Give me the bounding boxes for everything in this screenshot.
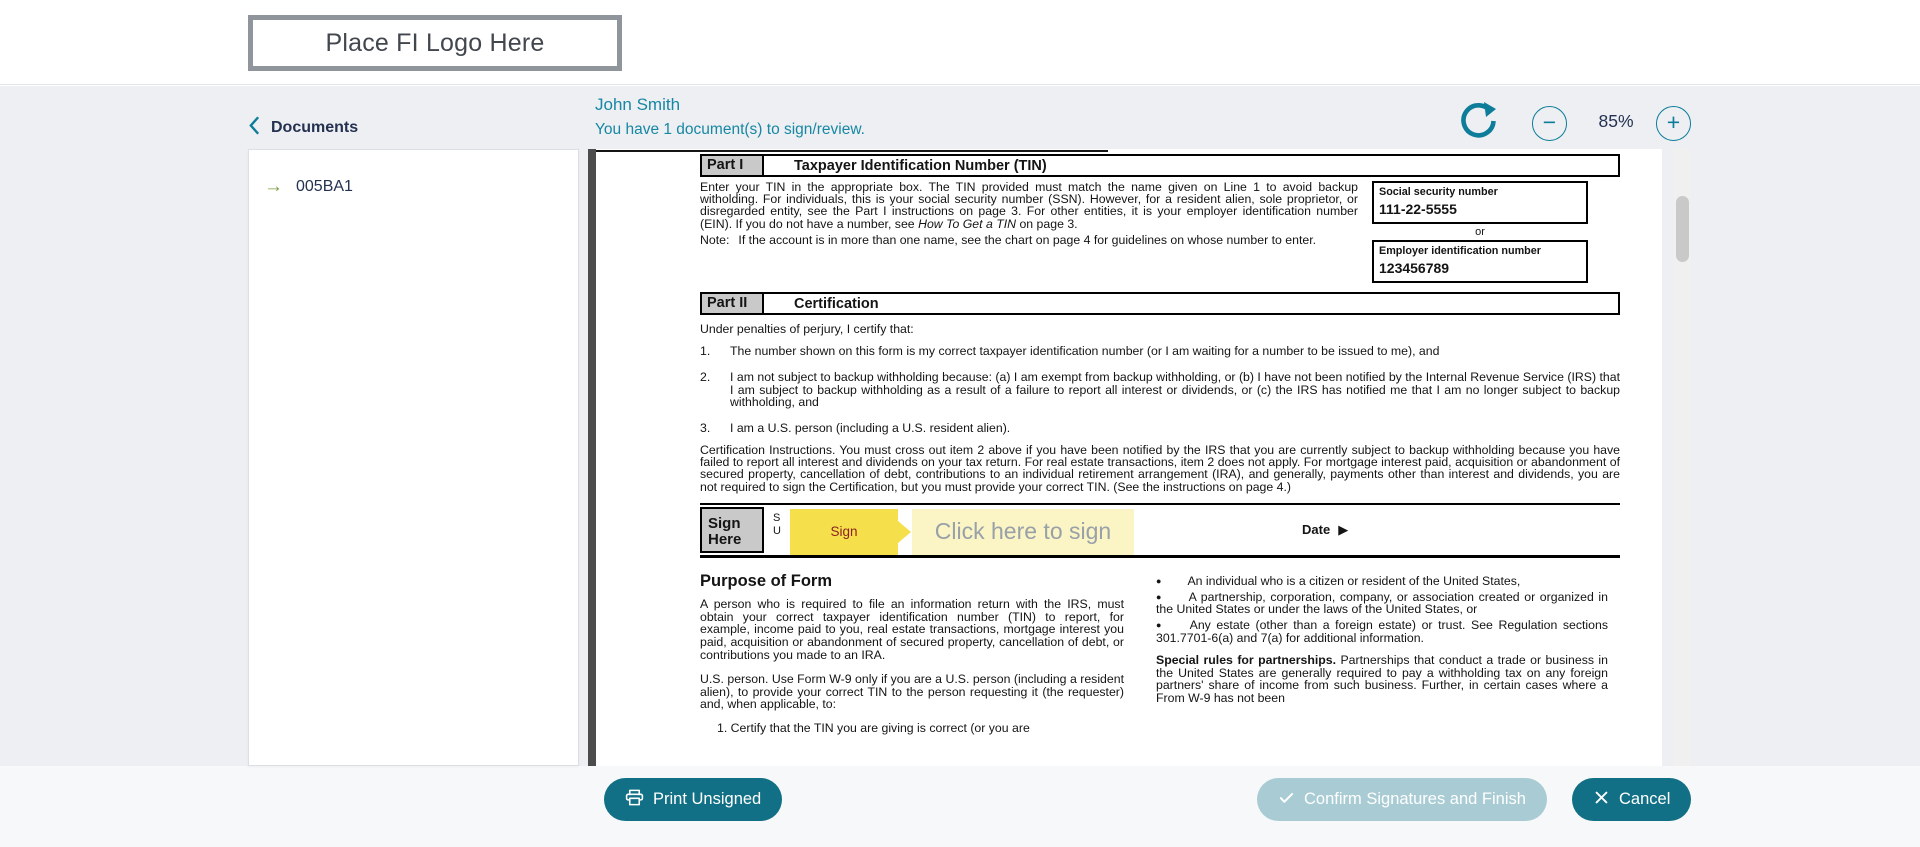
w9-form xyxy=(700,152,1620,735)
sign-here-line2: Here xyxy=(708,530,742,548)
print-unsigned-button[interactable] xyxy=(604,778,782,821)
bullet-item xyxy=(1156,619,1608,645)
document-list-item[interactable] xyxy=(249,150,578,196)
bullet-icon: ● xyxy=(1156,575,1162,586)
purpose-section xyxy=(700,571,1620,735)
ssn-box xyxy=(1372,181,1588,224)
item-number: 2. xyxy=(700,369,711,384)
purpose-para2: U.S. person. Use Form W-9 only if you are a U.S. person (including a resident alien), to provide your correct TIN to the person requesting it (the requester) and, when applicable, to: xyxy=(700,671,1124,712)
purpose-list-item: 1. Certify that the TIN you are giving is correct (or you are xyxy=(717,721,1030,736)
purpose-right-column xyxy=(1156,571,1608,735)
special-rules-lead: Special rules for partnerships. xyxy=(1156,652,1337,667)
certification-item xyxy=(700,371,1620,409)
logo-text: Place FI Logo Here xyxy=(325,28,545,57)
zoom-level: 85% xyxy=(1598,111,1634,131)
bullet-item xyxy=(1156,591,1608,617)
certification-instructions: Certification Instructions. You must cross out item 2 above if you have been notified by the IRS that you are currently subject to backup withholding because you have failed to report all interest and dividends on your tax return. For real estate transactions, item 2 does not apply. For mortgage interest paid, acquisition or abandonment of secured property, cancellation of debt, contributions to an individual retirement arrangement (IRA), and generally, payments other than interest and dividends, you are not required to sign the Certification, but you must provide your correct TIN. (See the instructions on page 4.) xyxy=(700,442,1620,494)
clipped-text: U xyxy=(773,524,781,537)
note-label: Note: xyxy=(700,232,730,247)
bullet-text: Any estate (other than a foreign estate) or trust. See Regulation sections 301.7701-6(a) and 7(a) for additional information. xyxy=(1156,618,1608,645)
right-triangle-icon: ▶ xyxy=(1338,521,1349,537)
viewer-scrollbar[interactable] xyxy=(1674,149,1691,766)
close-icon xyxy=(1593,789,1610,811)
part2-title: Certification xyxy=(794,295,879,312)
cancel-button[interactable] xyxy=(1572,778,1691,821)
certification-item xyxy=(700,422,1620,435)
bullet-icon: ● xyxy=(1156,620,1164,631)
signature-label-clipped xyxy=(773,512,781,538)
ein-label: Employer identification number xyxy=(1379,245,1541,257)
documents-list-panel xyxy=(248,149,579,766)
refresh-icon xyxy=(1458,127,1498,142)
ein-box xyxy=(1372,240,1588,283)
document-viewer xyxy=(588,149,1692,766)
document-id: 005BA1 xyxy=(296,177,353,195)
sign-here-label xyxy=(700,507,764,553)
zoom-out-button[interactable] xyxy=(1532,106,1567,141)
print-button-label: Print Unsigned xyxy=(653,790,762,808)
sign-here-line1: Sign xyxy=(708,514,741,532)
bullet-icon: ● xyxy=(1156,591,1163,602)
purpose-left-column xyxy=(700,571,1124,735)
check-icon xyxy=(1278,789,1295,811)
right-arrow-icon: → xyxy=(264,176,283,197)
certification-intro: Under penalties of perjury, I certify that: xyxy=(700,322,914,336)
fi-logo-placeholder xyxy=(248,15,622,71)
chevron-left-icon xyxy=(249,115,260,141)
purpose-title: Purpose of Form xyxy=(700,571,833,590)
part1-body-italic: How To Get a TIN xyxy=(918,216,1017,231)
sign-here-row xyxy=(700,503,1620,558)
confirm-button-label: Confirm Signatures and Finish xyxy=(1304,790,1526,808)
date-label: Date xyxy=(1302,522,1331,538)
item-number: 3. xyxy=(700,421,711,436)
document-page xyxy=(596,149,1662,766)
note-text: If the account is in more than one name, see the chart on page 4 for guidelines on whose number to enter. xyxy=(738,232,1317,247)
sign-tab-button[interactable]: Sign xyxy=(790,509,898,555)
clipped-text: S xyxy=(773,511,781,524)
minus-icon: − xyxy=(1542,109,1557,135)
signature-field[interactable]: Click here to sign xyxy=(912,509,1134,555)
user-name: John Smith xyxy=(595,95,681,114)
ssn-label: Social security number xyxy=(1379,186,1498,198)
part1-label: Part I xyxy=(700,154,764,177)
special-rules-text: Partnerships that conduct a trade or business in the United States are generally required to pay a withholding tax on any foreign partners' share of income from such business. Further, in certain cases where a From W-9 has not been xyxy=(1156,652,1609,706)
top-header-bar xyxy=(0,0,1920,85)
tin-boxes-column xyxy=(1372,181,1588,283)
refresh-button[interactable] xyxy=(1458,99,1498,139)
plus-icon: + xyxy=(1666,109,1681,135)
date-field-label xyxy=(1302,522,1348,538)
confirm-signatures-button[interactable] xyxy=(1257,778,1547,821)
zoom-in-button[interactable] xyxy=(1656,106,1691,141)
scrollbar-thumb[interactable] xyxy=(1676,196,1689,262)
special-rules-para xyxy=(1156,654,1608,705)
item-number: 1. xyxy=(700,344,711,358)
item-text: I am not subject to backup withholding because: (a) I am exempt from backup withholding, or (b) I have not been notified by the Internal Revenue Service (IRS) that I am subject to backup withholding as a result of a failure to report all interest or dividends, or (c) the IRS has notified me that I am no longer subject to backup withholding, and xyxy=(730,369,1620,410)
bullet-text: A partnership, corporation, company, or association created or organized in the United States or under the laws of the United States, or xyxy=(1156,589,1608,617)
item-text: I am a U.S. person (including a U.S. resident alien). xyxy=(730,421,1011,436)
ein-value: 123456789 xyxy=(1379,260,1450,276)
certification-item xyxy=(700,345,1620,358)
part1-note xyxy=(700,234,1358,246)
part1-body-end: on page 3. xyxy=(1019,216,1078,231)
documents-back-nav[interactable] xyxy=(249,115,358,141)
part2-header xyxy=(700,292,1620,315)
ssn-value: 111-22-5555 xyxy=(1379,201,1457,217)
part1-body-text: Enter your TIN in the appropriate box. The TIN provided must match the name given on Line 1 to avoid backup witholding. For individuals, this is your social security number (SSN). However, for a resident alien, sole proprietor, or disregarded entity, see the Part I instructions on page 3. For other entities, it is your employer identification number (EIN). If you do not have a number, see xyxy=(700,180,1358,231)
part1-title: Taxpayer Identification Number (TIN) xyxy=(794,157,1047,174)
part1-body-row xyxy=(700,181,1620,283)
part2-label: Part II xyxy=(700,292,764,315)
part1-text-column xyxy=(700,181,1358,283)
bullet-text: An individual who is a citizen or resident of the United States, xyxy=(1187,573,1521,588)
part1-header xyxy=(700,154,1620,177)
documents-back-label: Documents xyxy=(271,119,359,136)
item-text: The number shown on this form is my correct taxpayer identification number (or I am waiting for a number to be issued to me), and xyxy=(730,344,1440,358)
part1-body xyxy=(700,181,1358,230)
main-area xyxy=(0,86,1920,847)
cancel-button-label: Cancel xyxy=(1619,790,1671,808)
documents-message: You have 1 document(s) to sign/review. xyxy=(595,121,865,138)
bullet-item xyxy=(1156,575,1608,588)
viewer-left-edge xyxy=(588,149,596,766)
purpose-para1: A person who is required to file an information return with the IRS, must obtain your correct taxpayer identification number (TIN) to report, for example, income paid to you, real estate transactions, mortgage interest you paid, acquisition or abandonment of secured property, cancellation of debt, or contributions you made to an IRA. xyxy=(700,596,1124,662)
or-label: or xyxy=(1475,226,1485,238)
printer-icon xyxy=(625,788,644,812)
